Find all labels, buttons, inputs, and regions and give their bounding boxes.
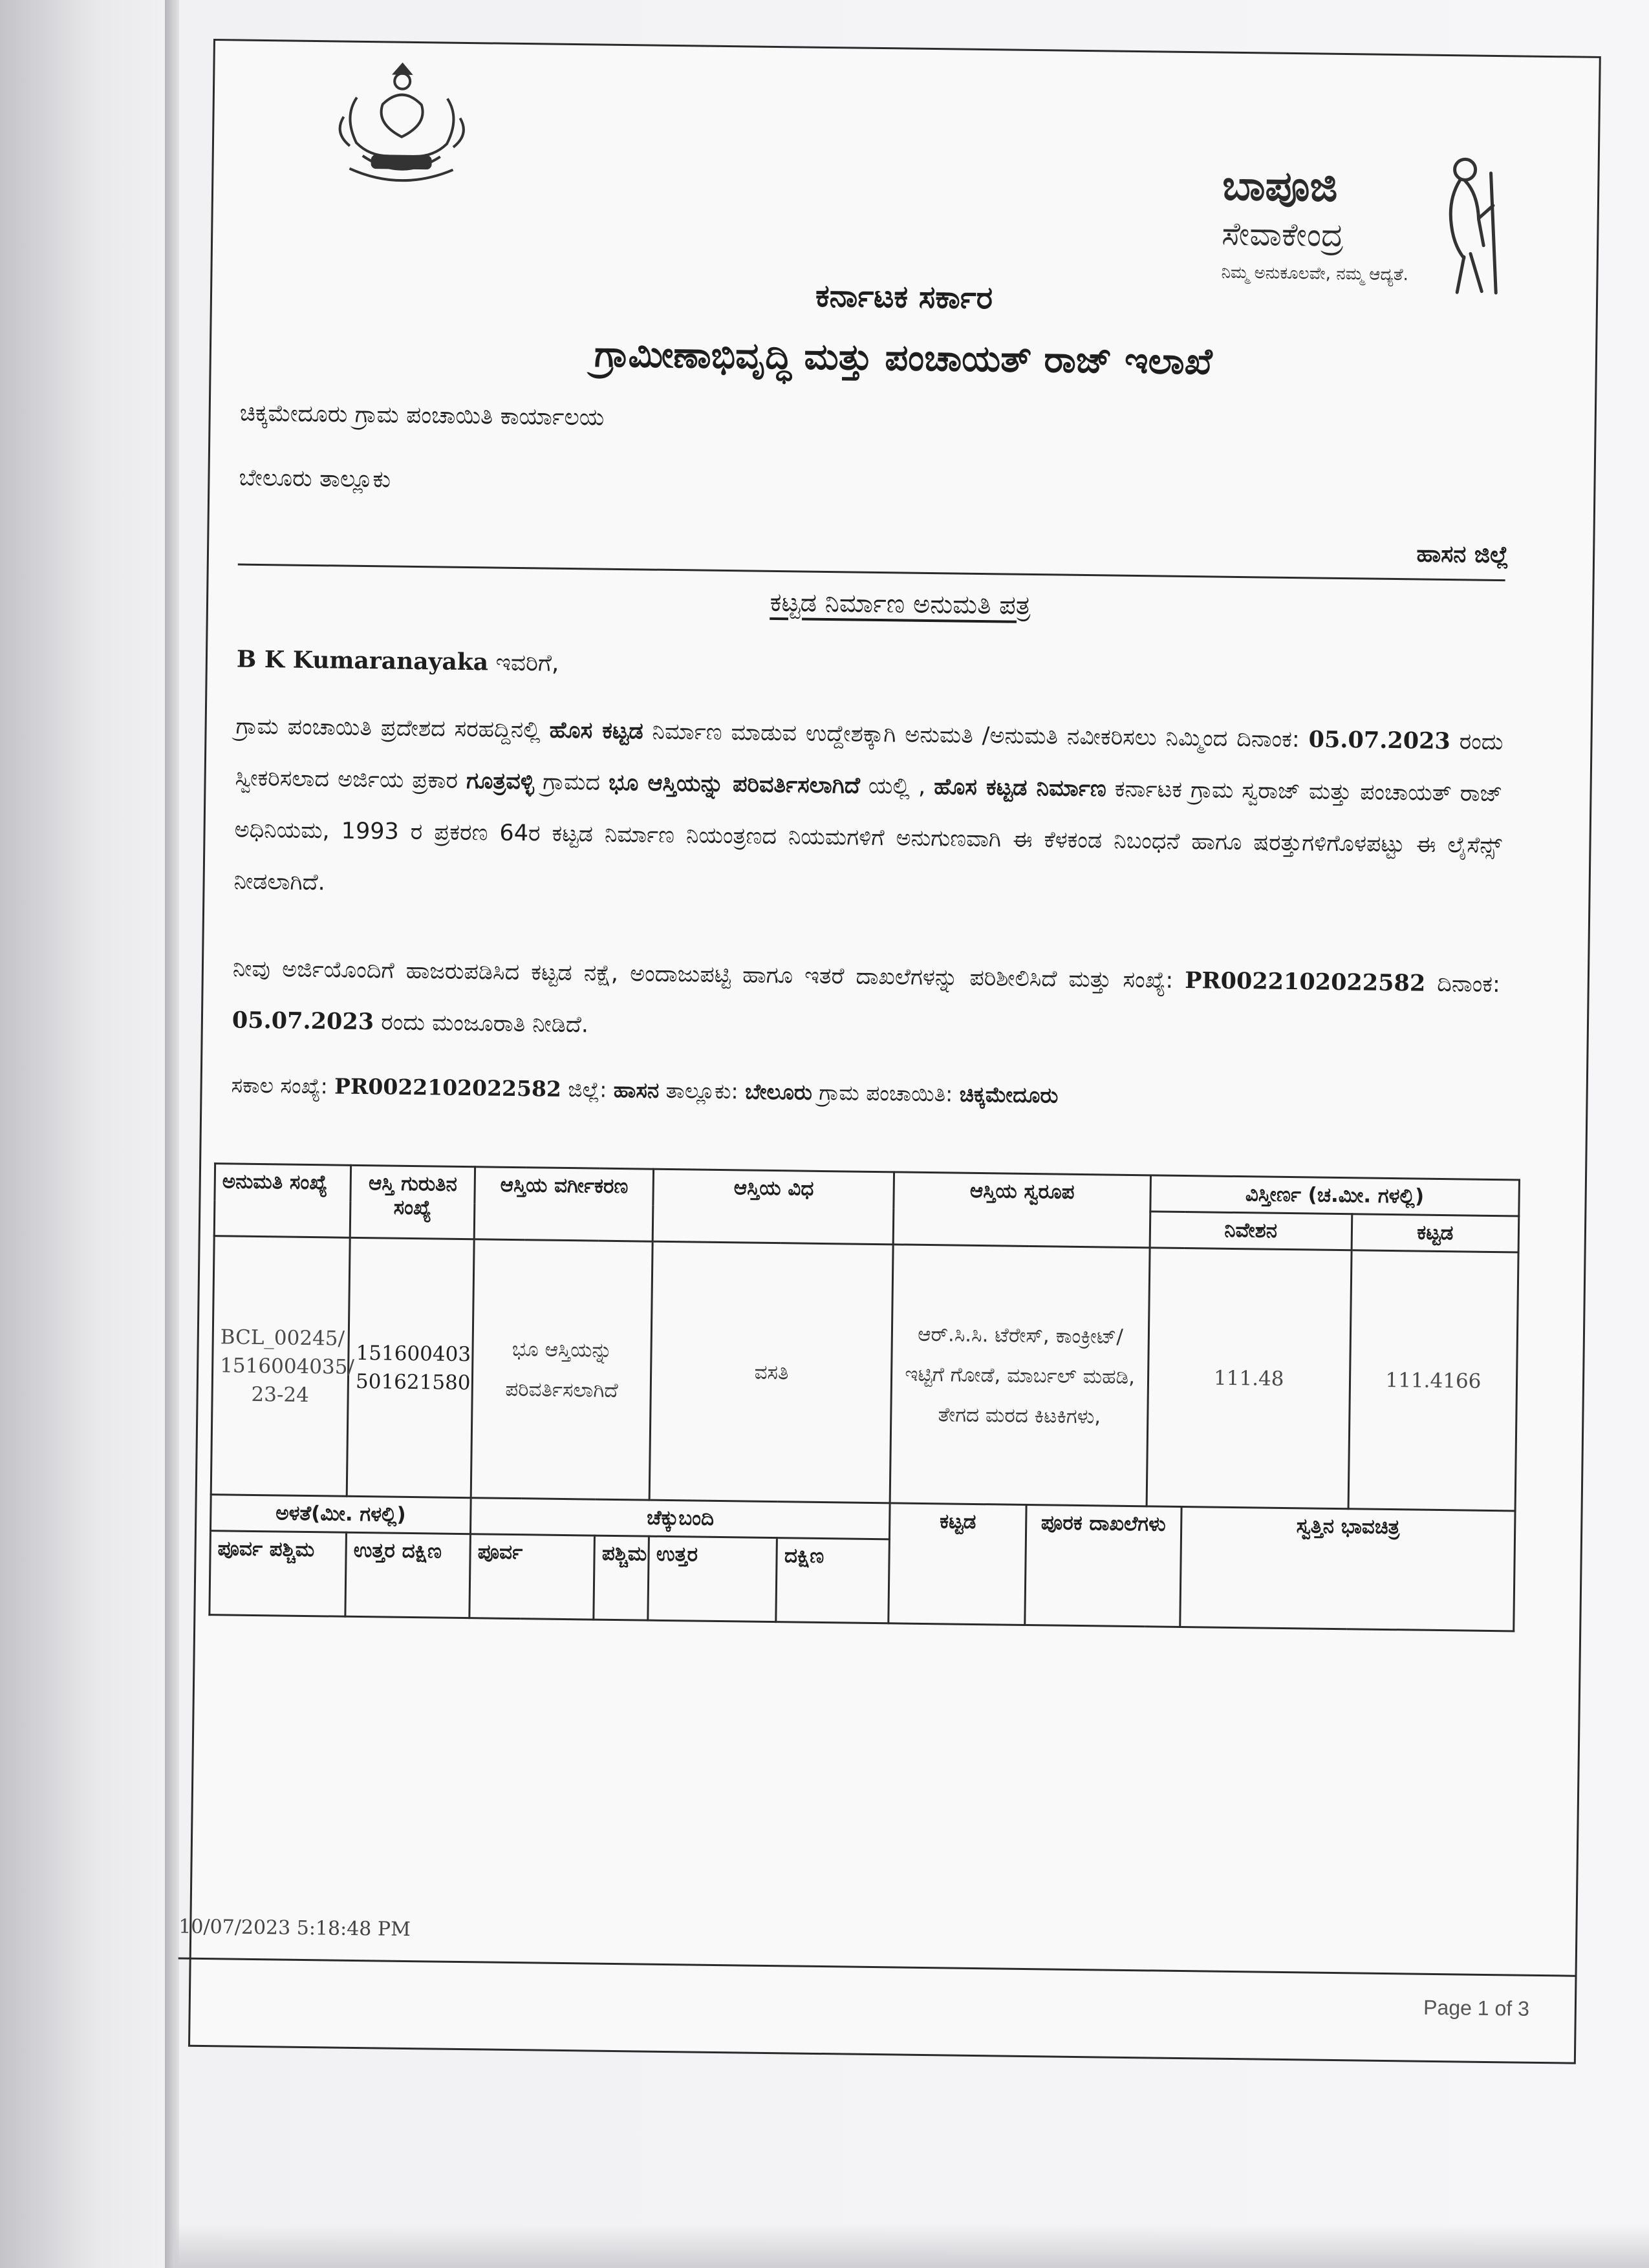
district-value: ಹಾಸನ	[613, 1076, 660, 1103]
boundary-north: ಉತ್ತರ	[648, 1536, 777, 1621]
permit-page	[178, 39, 1601, 2064]
property-type: ವಸತಿ	[649, 1241, 893, 1503]
col-building: ಕಟ್ಟಡ	[889, 1503, 1026, 1625]
scan-bottom-shadow	[175, 2224, 1649, 2268]
para1-text-2: ನಿರ್ಮಾಣ ಮಾಡುವ ಉದ್ದೇಶಕ್ಕಾಗಿ ಅನುಮತಿ /ಅನುಮತಿ ನವೀಕರಿಸಲು ನಿಮ್ಮಿಂದ ದಿನಾಂಕ:	[643, 718, 1309, 753]
print-timestamp: 10/07/2023 5:18:48 PM	[178, 1915, 411, 1942]
col-permit-no: ಅನುಮತಿ ಸಂಖ್ಯೆ	[214, 1164, 350, 1238]
para1-text-3: ರಂದು ಸ್ವೀಕರಿಸಲಾದ ಅರ್ಜಿಯ ಪ್ರಕಾರ	[235, 729, 1503, 795]
property-id: 151600403 501621580	[347, 1237, 474, 1497]
approval-reference: PR0022102022582	[1184, 967, 1426, 997]
dim-north-south: ಉತ್ತರ ದಕ್ಷಿಣ	[345, 1532, 471, 1618]
para2-text-1: ನೀವು ಅರ್ಜಿಯೊಂದಿಗೆ ಹಾಜರುಪಡಿಸಿದ ಕಟ್ಟಡ ನಕ್ಷೆ, ಅಂದಾಜುಪಟ್ಟಿ ಹಾಗೂ ಇತರೆ ದಾಖಲೆಗಳನ್ನು ಪರಿಶೀಲಿಸಿದೆ ಮತ್ತು ಸಂಖ್ಯೆ:	[232, 956, 1185, 994]
header-divider	[238, 564, 1505, 582]
gandhi-figure-icon	[1418, 153, 1517, 296]
property-classification: ಭೂ ಆಸ್ತಿಯನ್ನು ಪರಿವರ್ತಿಸಲಾಗಿದೆ	[471, 1239, 652, 1500]
property-nature: ಆರ್.ಸಿ.ಸಿ. ಟೆರೇಸ್, ಕಾಂಕ್ರೀಟ್/ಇಟ್ಟಿಗೆ ಗೋಡೆ, ಮಾರ್ಬಲ್ ಮಹಡಿ, ತೇಗದ ಮರದ ಕಿಟಕಿಗಳು,	[890, 1245, 1150, 1506]
district-label: ಜಿಲ್ಲೆ:	[561, 1076, 614, 1102]
col-property-nature: ಆಸ್ತಿಯ ಸ್ವರೂಪ	[894, 1172, 1151, 1248]
applicant-name: B K Kumaranayaka	[236, 645, 489, 676]
boundary-east: ಪೂರ್ವ	[469, 1534, 595, 1620]
para2-text-2: ದಿನಾಂಕ:	[1425, 970, 1501, 998]
table-header-row	[215, 1164, 1520, 1216]
col-building-area: ಕಟ್ಟಡ	[1352, 1214, 1519, 1252]
property-conversion: ಭೂ ಆಸ್ತಿಯನ್ನು ಪರಿವರ್ತಿಸಲಾಗಿದೆ	[608, 769, 861, 799]
department-title: ಗ್ರಾಮೀಣಾಭಿವೃದ್ಧಿ ಮತ್ತು ಪಂಚಾಯತ್ ರಾಜ್ ಇಲಾಖೆ	[594, 333, 1213, 383]
logo-name-line2: ಸೇವಾಕೇಂದ್ರ	[1221, 215, 1344, 254]
col-classification: ಆಸ್ತಿಯ ವರ್ಗೀಕರಣ	[474, 1167, 653, 1241]
village-name: ಗೂತ್ರವಳ್ಳಿ	[466, 768, 535, 795]
logo-tagline: ನಿಮ್ಮ ಅನುಕೂಲವೇ, ನಮ್ಮ ಆದ್ಯತೆ.	[1221, 262, 1409, 285]
para1-bold-1: ಹೊಸ ಕಟ್ಟಡ	[549, 717, 643, 745]
footer-divider	[178, 1958, 1575, 1977]
para1-text-4: ಗ್ರಾಮದ	[534, 769, 609, 796]
district-name: ಹಾಸನ ಜಿಲ್ಲೆ	[1416, 540, 1509, 569]
approval-date: 05.07.2023	[232, 1007, 374, 1036]
col-plot-area: ನಿವೇಶನ	[1150, 1212, 1352, 1250]
sakala-label: ಸಕಾಲ ಸಂಖ್ಯೆ:	[231, 1072, 335, 1099]
boundary-west: ಪಶ್ಚಿಮ	[594, 1535, 649, 1620]
dim-east-west: ಪೂರ್ವ ಪಶ್ಚಿಮ	[210, 1531, 347, 1617]
application-date: 05.07.2023	[1308, 726, 1451, 755]
col-dimensions: ಅಳತೆ(ಮೀ. ಗಳಲ್ಲಿ)	[211, 1495, 471, 1534]
approval-paragraph	[232, 943, 1500, 1062]
para1-bold-4: ಹೊಸ ಕಟ್ಟಡ ನಿರ್ಮಾಣ	[934, 774, 1106, 802]
para1-text-5: ಯಲ್ಲಿ ,	[859, 773, 934, 800]
table-row	[211, 1236, 1518, 1511]
summary-line	[231, 1072, 1058, 1108]
bapuji-seva-kendra-logo	[1221, 105, 1547, 303]
para1-text-1: ಗ್ರಾಮ ಪಂಚಾಯಿತಿ ಪ್ರದೇಶದ ಸರಹದ್ದಿನಲ್ಲಿ	[235, 713, 550, 744]
para1-text-6: ಕರ್ನಾಟಕ ಗ್ರಾಮ ಸ್ವರಾಜ್ ಮತ್ತು ಪಂಚಾಯತ್ ರಾಜ್ ಅಧಿನಿಯಮ, 1993 ರ ಪ್ರಕರಣ 64ರ ಕಟ್ಟಡ ನಿರ್ಮಾಣ ನಿಯಂತ್ರಣದ ನಿಯಮಗಳಿಗೆ ಅನುಗುಣವಾಗಿ ಈ ಕೆಳಕಂಡ ನಿಬಂಧನೆ ಹಾಗೂ ಷರತ್ತುಗಳಿಗೊಳಪಟ್ಟು ಈ ಲೈಸೆನ್ಸ್ ನೀಡಲಾಗಿದೆ.	[233, 776, 1503, 896]
page-edge-shadow	[165, 0, 179, 2268]
permit-number: BCL_00245/ 1516004035/ 23-24	[211, 1236, 350, 1497]
taluk-label: ತಾಲ್ಲೂಕು:	[658, 1077, 746, 1104]
government-title: ಕರ್ನಾಟಕ ಸರ್ಕಾರ	[815, 277, 993, 317]
plot-area-value: 111.48	[1147, 1248, 1352, 1509]
karnataka-emblem-icon	[317, 58, 486, 189]
panchayat-label: ಗ್ರಾಮ ಪಂಚಾಯಿತಿ:	[812, 1079, 960, 1107]
col-property-type: ಆಸ್ತಿಯ ವಿಧ	[652, 1169, 894, 1245]
taluk-name: ಬೇಲೂರು ತಾಲ್ಲೂಕು	[239, 464, 391, 493]
col-property-id: ಆಸ್ತಿ ಗುರುತಿನ ಸಂಖ್ಯೆ	[350, 1165, 475, 1239]
building-area-value: 111.4166	[1348, 1250, 1518, 1511]
boundary-south: ದಕ್ಷಿಣ	[776, 1538, 890, 1623]
office-name: ಚಿಕ್ಕಮೇದೂರು ಗ್ರಾಮ ಪಂಚಾಯಿತಿ ಕಾರ್ಯಾಲಯ	[239, 400, 605, 431]
salutation-suffix: ಇವರಿಗೆ,	[488, 649, 559, 677]
logo-name-line1: ಬಾಪೂಜಿ	[1222, 162, 1338, 211]
col-boundaries: ಚೆಕ್ಕುಬಂದಿ	[471, 1498, 890, 1539]
col-property-photo: ಸ್ವತ್ತಿನ ಭಾವಚಿತ್ರ	[1180, 1506, 1515, 1631]
permit-details-table	[208, 1162, 1520, 1632]
col-area: ವಿಸ್ತೀರ್ಣ (ಚ.ಮೀ. ಗಳಲ್ಲಿ)	[1150, 1175, 1519, 1216]
panchayat-value: ಚಿಕ್ಕಮೇದೂರು	[959, 1081, 1059, 1108]
page-number: Page 1 of 3	[1423, 1995, 1530, 2020]
sakala-number: PR0022102022582	[334, 1073, 562, 1102]
document-title: ಕಟ್ಟಡ ನಿರ್ಮಾಣ ಅನುಮತಿ ಪತ್ರ	[770, 587, 1031, 621]
taluk-value: ಬೇಲೂರು	[744, 1078, 813, 1105]
para2-text-3: ರಂದು ಮಂಜೂರಾತಿ ನೀಡಿದೆ.	[373, 1009, 589, 1038]
permit-paragraph	[233, 701, 1503, 924]
salutation	[237, 646, 559, 678]
col-supporting-docs: ಪೂರಕ ದಾಖಲೆಗಳು	[1024, 1504, 1181, 1627]
